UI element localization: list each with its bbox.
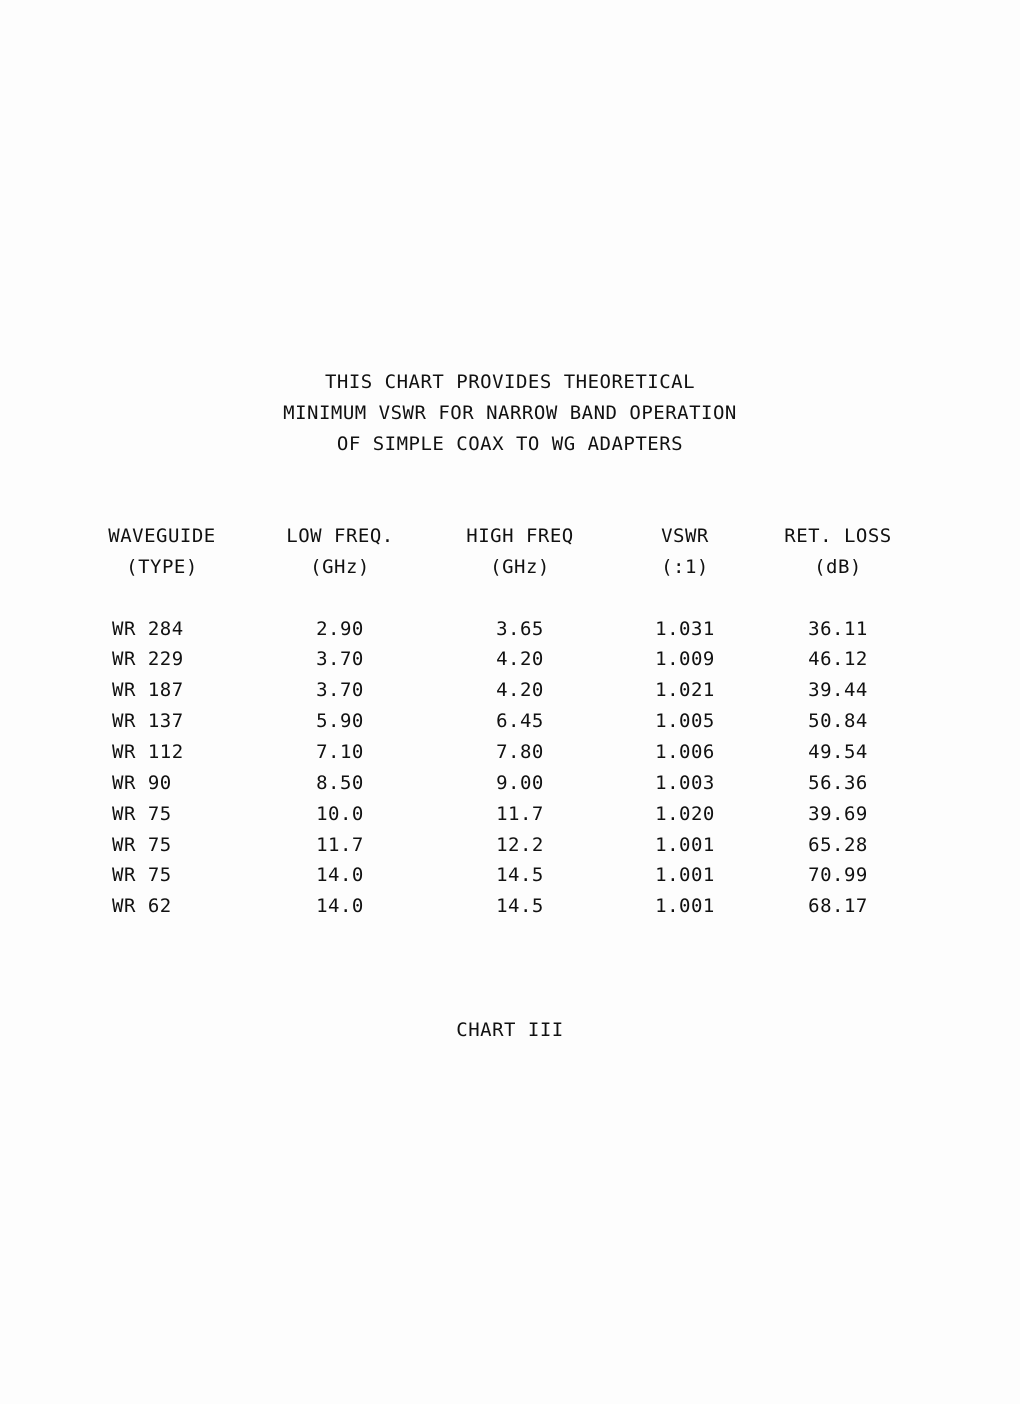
cell-low-freq: 2.90 <box>316 618 364 640</box>
cell-waveguide: WR 187 <box>112 679 184 701</box>
table-row <box>0 860 1020 891</box>
heading-line-2: MINIMUM VSWR FOR NARROW BAND OPERATION <box>283 402 737 424</box>
cell-high-freq: 11.7 <box>496 803 544 825</box>
cell-high-freq: 7.80 <box>496 741 544 763</box>
cell-vswr: 1.001 <box>655 864 715 886</box>
cell-ret-loss: 46.12 <box>808 648 868 670</box>
cell-waveguide: WR 284 <box>112 618 184 640</box>
table-row <box>0 706 1020 737</box>
cell-low-freq: 8.50 <box>316 772 364 794</box>
table-row <box>0 644 1020 675</box>
table-row <box>0 891 1020 922</box>
cell-vswr: 1.005 <box>655 710 715 732</box>
cell-ret-loss: 36.11 <box>808 618 868 640</box>
cell-waveguide: WR 62 <box>112 895 172 917</box>
cell-low-freq: 14.0 <box>316 864 364 886</box>
cell-low-freq: 14.0 <box>316 895 364 917</box>
cell-high-freq: 14.5 <box>496 895 544 917</box>
header-vswr-unit: (:1) <box>661 556 709 578</box>
cell-high-freq: 4.20 <box>496 679 544 701</box>
header-ret-loss: RET. LOSS <box>784 525 892 547</box>
cell-ret-loss: 56.36 <box>808 772 868 794</box>
header-high-freq-unit: (GHz) <box>490 556 550 578</box>
cell-ret-loss: 70.99 <box>808 864 868 886</box>
cell-high-freq: 9.00 <box>496 772 544 794</box>
cell-waveguide: WR 90 <box>112 772 172 794</box>
cell-vswr: 1.006 <box>655 741 715 763</box>
cell-high-freq: 6.45 <box>496 710 544 732</box>
cell-ret-loss: 50.84 <box>808 710 868 732</box>
table-header-row-units <box>0 552 1020 583</box>
cell-vswr: 1.020 <box>655 803 715 825</box>
header-vswr: VSWR <box>661 525 709 547</box>
cell-low-freq: 5.90 <box>316 710 364 732</box>
cell-ret-loss: 68.17 <box>808 895 868 917</box>
header-low-freq: LOW FREQ. <box>286 525 394 547</box>
table-row <box>0 768 1020 799</box>
cell-waveguide: WR 75 <box>112 834 172 856</box>
table-header-row-top <box>0 521 1020 552</box>
cell-waveguide: WR 137 <box>112 710 184 732</box>
cell-waveguide: WR 229 <box>112 648 184 670</box>
cell-ret-loss: 49.54 <box>808 741 868 763</box>
cell-waveguide: WR 75 <box>112 803 172 825</box>
header-waveguide: WAVEGUIDE <box>108 525 216 547</box>
cell-ret-loss: 39.44 <box>808 679 868 701</box>
table-row <box>0 675 1020 706</box>
cell-waveguide: WR 112 <box>112 741 184 763</box>
chart-heading <box>0 367 1020 460</box>
cell-vswr: 1.001 <box>655 834 715 856</box>
table-row <box>0 830 1020 861</box>
cell-low-freq: 10.0 <box>316 803 364 825</box>
heading-line-3: OF SIMPLE COAX TO WG ADAPTERS <box>336 433 684 455</box>
cell-waveguide: WR 75 <box>112 864 172 886</box>
cell-low-freq: 3.70 <box>316 648 364 670</box>
cell-ret-loss: 65.28 <box>808 834 868 856</box>
header-ret-loss-unit: (dB) <box>814 556 862 578</box>
cell-vswr: 1.001 <box>655 895 715 917</box>
table-row <box>0 799 1020 830</box>
cell-vswr: 1.009 <box>655 648 715 670</box>
cell-high-freq: 12.2 <box>496 834 544 856</box>
cell-high-freq: 4.20 <box>496 648 544 670</box>
header-waveguide-unit: (TYPE) <box>126 556 198 578</box>
cell-low-freq: 11.7 <box>316 834 364 856</box>
cell-high-freq: 3.65 <box>496 618 544 640</box>
heading-line-1: THIS CHART PROVIDES THEORETICAL <box>324 371 696 393</box>
cell-ret-loss: 39.69 <box>808 803 868 825</box>
cell-low-freq: 7.10 <box>316 741 364 763</box>
cell-vswr: 1.021 <box>655 679 715 701</box>
table-row <box>0 737 1020 768</box>
chart-caption: CHART III <box>456 1019 564 1041</box>
cell-vswr: 1.003 <box>655 772 715 794</box>
header-high-freq: HIGH FREQ <box>466 525 574 547</box>
table-row <box>0 614 1020 645</box>
cell-vswr: 1.031 <box>655 618 715 640</box>
header-low-freq-unit: (GHz) <box>310 556 370 578</box>
cell-low-freq: 3.70 <box>316 679 364 701</box>
cell-high-freq: 14.5 <box>496 864 544 886</box>
